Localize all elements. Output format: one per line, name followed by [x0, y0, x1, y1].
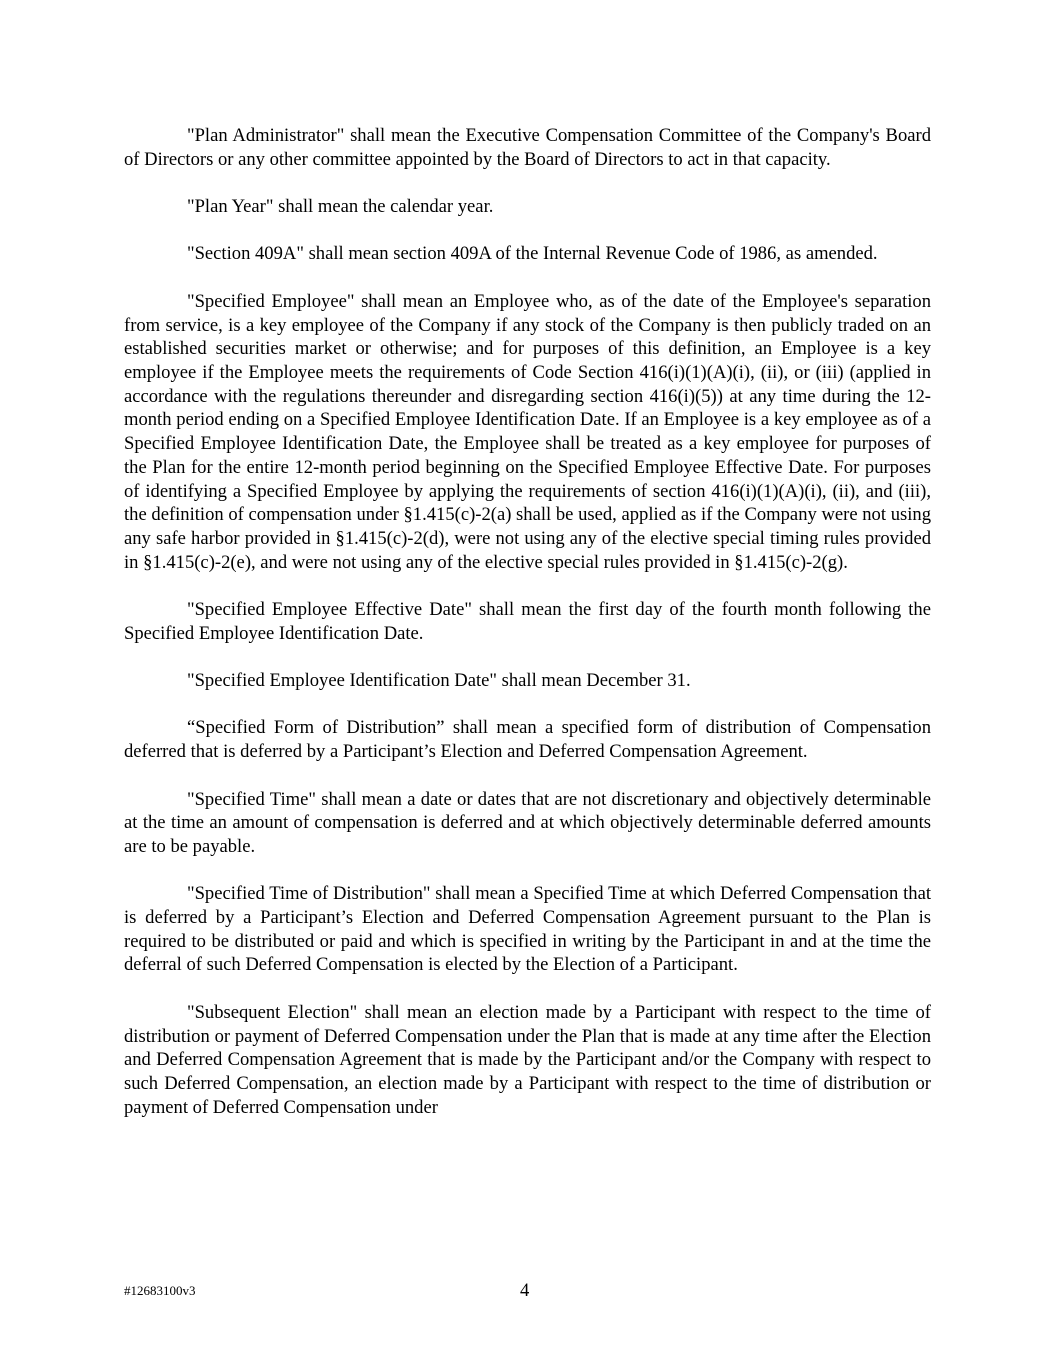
document-body — [124, 124, 931, 1119]
page-number: 4 — [520, 1280, 530, 1301]
definition-section-409a: "Section 409A" shall mean section 409A of the Internal Revenue Code of 1986, as amended. — [187, 243, 878, 265]
definition-specified-form-of-distribution: “Specified Form of Distribution” shall mean a specified form of distribution of Compensation deferred that is deferred by a Participant’s Election and Deferred Compensation Agreement. — [124, 717, 931, 763]
definition-specified-employee-identification-date: "Specified Employee Identification Date" shall mean December 31. — [187, 670, 691, 692]
document-id: #12683100v3 — [124, 1283, 196, 1298]
definition-specified-time: "Specified Time" shall mean a date or dates that are not discretionary and objectively determinable at the time an amount of compensation is deferred and at which objectively determinable deferred amounts are to be payable. — [124, 788, 931, 857]
definition-specified-employee-effective-date: "Specified Employee Effective Date" shall mean the first day of the fourth month following the Specified Employee Identification Date. — [124, 599, 931, 644]
definition-plan-administrator: "Plan Administrator" shall mean the Executive Compensation Committee of the Company's Board of Directors or any other committee appointed by the Board of Directors to act in that capacity. — [124, 125, 931, 170]
definition-specified-employee: "Specified Employee" shall mean an Employee who, as of the date of the Employee's separation from service, is a key employee of the Company if any stock of the Company is then publicly traded on an established securities market or otherwise; and for purposes of this definition, an Employee is a key employee if the Employee meets the requirements of Code Section 416(i)(1)(A)(i), (ii), or (iii) (applied in accordance with the regulations thereunder and disregarding section 416(i)(5)) at any time during the 12-month period ending on a Specified Employee Identification Date. If an Employee is a key employee as of a Specified Employee Identification Date, the Employee shall be treated as a key employee for purposes of the Plan for the entire 12-month period beginning on the Specified Employee Effective Date. For purposes of identifying a Specified Employee by applying the requirements of section 416(i)(1)(A)(i), (ii), and (iii), the definition of compensation under §1.415(c)-2(a) shall be used, applied as if the Company were not using any safe harbor provided in §1.415(c)-2(d), were not using any of the elective special timing rules provided in §1.415(c)-2(e), and were not using any of the elective special rules provided in §1.415(c)-2(g). — [124, 290, 931, 573]
definition-specified-time-of-distribution: "Specified Time of Distribution" shall mean a Specified Time at which Deferred Compensation that is deferred by a Participant’s Election and Deferred Compensation Agreement pursuant to the Plan is required to be distributed or paid and which is specified in writing by the Participant in and at the time the deferral of such Deferred Compensation is elected by the Election of a Participant. — [124, 883, 931, 976]
definition-plan-year: "Plan Year" shall mean the calendar year. — [187, 196, 494, 218]
definition-subsequent-election: "Subsequent Election" shall mean an election made by a Participant with respect to the time of distribution or payment of Deferred Compensation under the Plan that is made at any time after the Election and Deferred Compensation Agreement that is made by the Participant and/or the Company with respect to such Deferred Compensation, an election made by a Participant with respect to the time of distribution or payment of Deferred Compensation under — [124, 1001, 931, 1118]
